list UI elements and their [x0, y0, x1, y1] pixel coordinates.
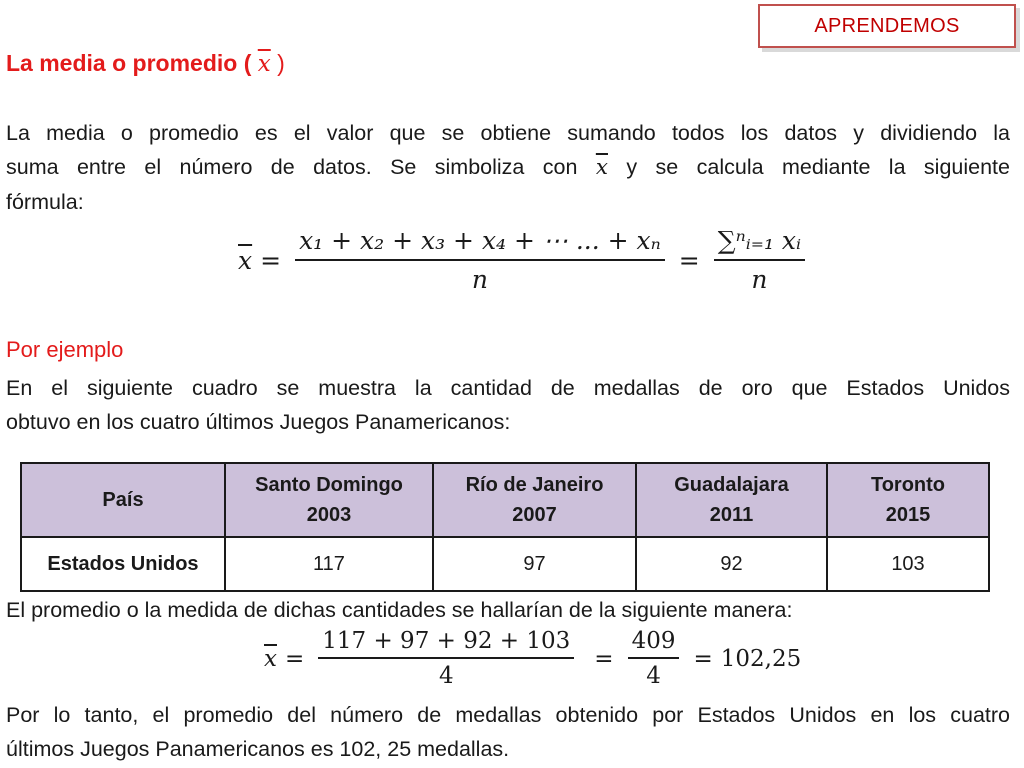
calc-sum-numerator: 409 [628, 628, 680, 659]
calc-sum-fraction [628, 628, 680, 689]
calc-denominator: 4 [438, 663, 454, 689]
header-country: País [21, 463, 225, 537]
calc-numerator: 117 + 97 + 92 + 103 [318, 628, 574, 659]
example-line-2: obtuvo en los cuatro últimos Juegos Panamericanos: [6, 410, 511, 434]
formula-equals-2: = [678, 245, 700, 275]
formula-sum-fraction [714, 226, 805, 294]
calc-equals-1: = [284, 645, 305, 672]
value-cell-4: 103 [827, 537, 989, 591]
calc-equals-3: = [693, 645, 713, 672]
calc-fraction [318, 628, 574, 689]
value-cell-3: 92 [636, 537, 827, 591]
intro-line-3: fórmula: [6, 190, 84, 214]
formula-sum-denominator: n [751, 265, 768, 294]
formula-equals-1: = [260, 245, 282, 275]
header-col-1 [225, 463, 433, 537]
formula-numerator: x₁ + x₂ + x₃ + x₄ + ⋯ ... + xₙ [295, 226, 665, 261]
mean-formula [238, 222, 811, 298]
intro-mean-symbol: $\overline{x}$ [595, 155, 608, 180]
calc-sum-denominator: 4 [646, 663, 661, 689]
header-col-1-year: 2003 [306, 504, 352, 526]
formula-sum-numerator: ∑ⁿᵢ₌₁ xᵢ [714, 226, 805, 261]
aprendemos-badge [758, 4, 1016, 48]
table-row [21, 537, 989, 591]
header-col-2-city: Río de Janeiro [465, 474, 604, 496]
header-col-1-city: Santo Domingo [255, 474, 403, 496]
header-col-2 [433, 463, 636, 537]
header-col-4-year: 2015 [885, 504, 931, 526]
title-text: La media o promedio ( [6, 50, 252, 76]
intro-line-2-a: suma entre el número de datos. Se simboliza con [6, 155, 578, 179]
calc-lhs: $\overline{x}$ [264, 645, 277, 672]
conclusion-line-2: últimos Juegos Panamericanos es 102, 25 medallas. [6, 737, 510, 761]
title-close: ) [277, 50, 285, 76]
header-col-3-city: Guadalajara [674, 474, 789, 496]
title-mean-symbol: $\overline{x}$ [257, 51, 271, 77]
example-line-1: En el siguiente cuadro se muestra la cantidad de medallas de oro que Estados Unidos [6, 376, 1010, 400]
intro-line-2-b: y se calcula mediante la siguiente [626, 155, 1010, 179]
intro-line-1: La media o promedio es el valor que se obtiene sumando todos los datos y dividiendo la [6, 121, 1010, 145]
example-heading: Por ejemplo [6, 337, 124, 362]
formula-denominator: n [471, 265, 488, 294]
example-paragraph [6, 371, 1010, 439]
calc-equals-2: = [594, 645, 614, 672]
value-cell-2: 97 [433, 537, 636, 591]
formula-lhs: $\overline{x}$ [238, 245, 253, 275]
calculation-formula [264, 628, 801, 689]
header-col-3-year: 2011 [709, 504, 754, 526]
header-col-3 [636, 463, 827, 537]
formula-fraction [295, 226, 665, 294]
row-label: Estados Unidos [21, 537, 225, 591]
badge-label: APRENDEMOS [814, 14, 960, 37]
value-cell-1: 117 [225, 537, 433, 591]
calc-result: 102,25 [720, 645, 802, 672]
medals-table [20, 462, 990, 592]
conclusion-line-1: Por lo tanto, el promedio del número de medallas obtenido por Estados Unidos en los cuatro [6, 703, 1010, 727]
header-col-2-year: 2007 [512, 504, 557, 526]
header-col-4-city: Toronto [870, 474, 946, 496]
calculation-intro: El promedio o la medida de dichas cantidades se hallarían de la siguiente manera: [6, 598, 793, 622]
section-title [6, 50, 285, 77]
intro-paragraph [6, 116, 1010, 219]
table-header-row [21, 463, 989, 537]
conclusion-paragraph [6, 698, 1010, 766]
intro-line-2 [6, 150, 1010, 185]
header-col-4 [827, 463, 989, 537]
